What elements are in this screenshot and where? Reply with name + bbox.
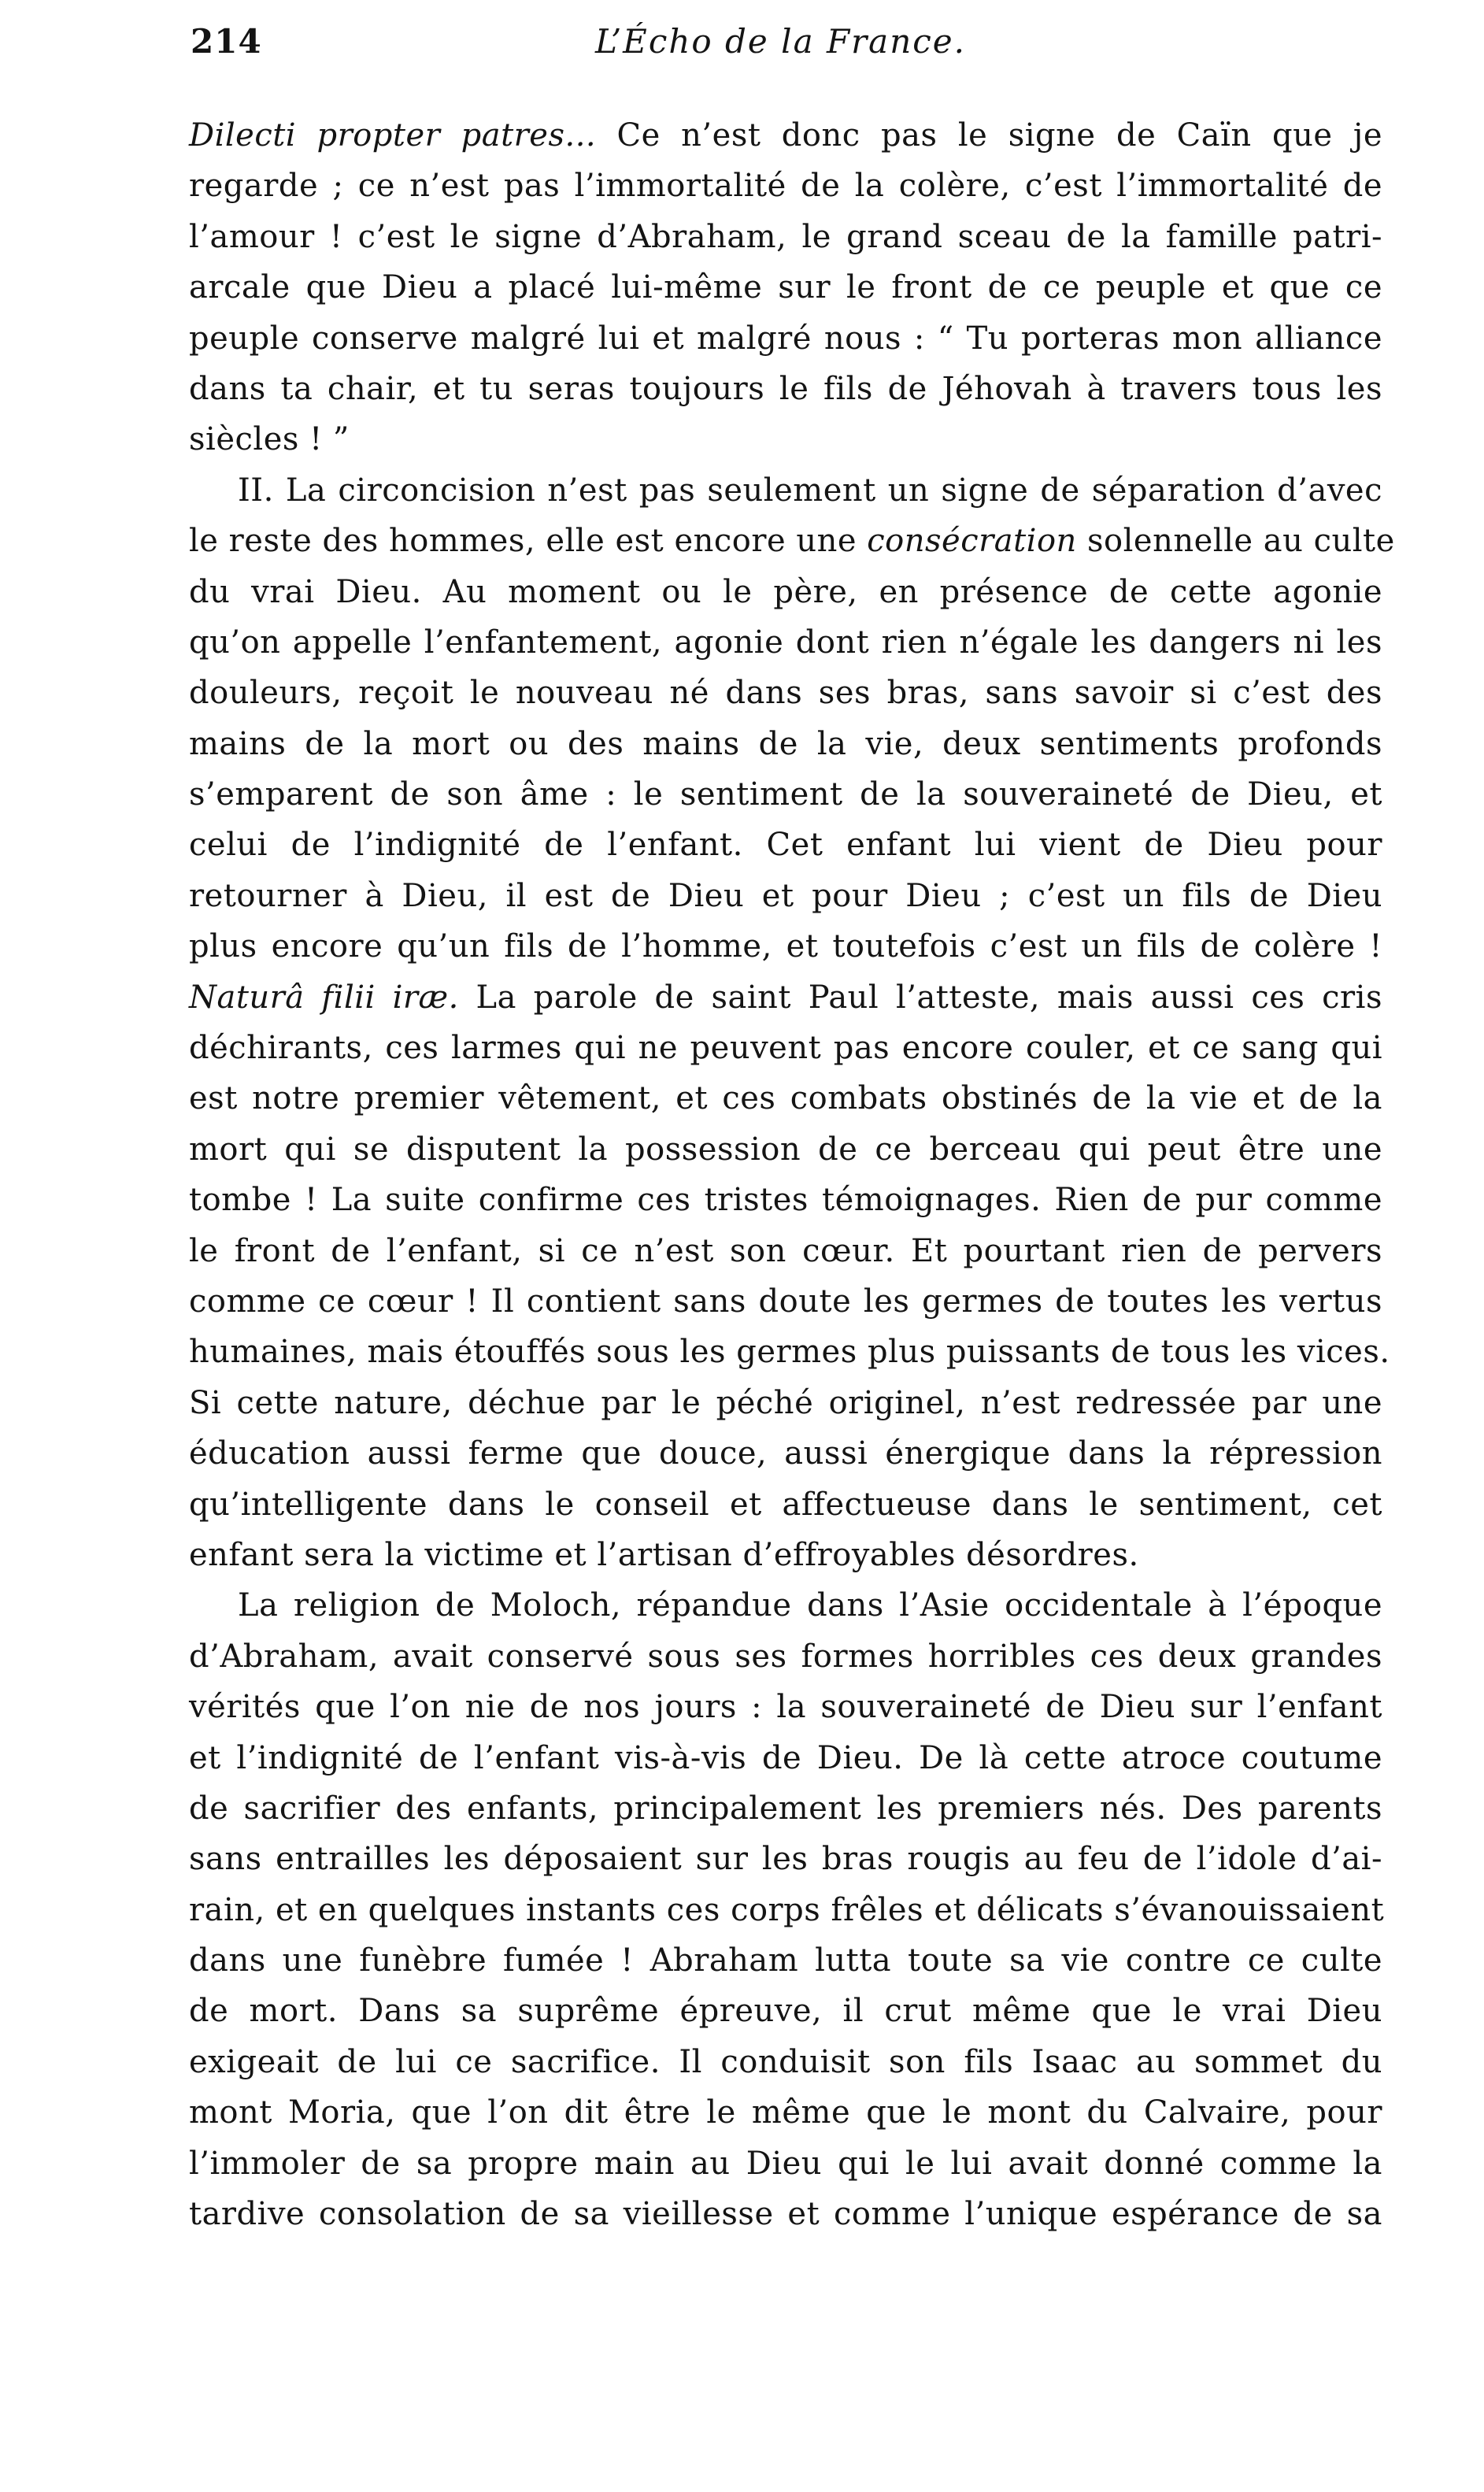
text-line: retourner à Dieu, il est de Dieu et pour Dieu ; c’est un fils de Dieu: [189, 877, 1382, 914]
text-line: sans entrailles les déposaient sur les bras rougis au feu de l’idole d’ai-: [189, 1841, 1382, 1878]
text-line: s’emparent de son âme : le sentiment de la souveraineté de Dieu, et: [189, 776, 1382, 813]
text-line: mont Moria, que l’on dit être le même que le mont du Calvaire, pour: [189, 2094, 1382, 2131]
text-line: du vrai Dieu. Au moment ou le père, en présence de cette agonie: [189, 573, 1382, 610]
text-line: siècles ! ”: [189, 421, 350, 458]
text-line: humaines, mais étouffés sous les germes plus puissants de tous les vices.: [189, 1334, 1390, 1371]
text-line: vérités que l’on nie de nos jours : la souveraineté de Dieu sur l’enfant: [189, 1689, 1382, 1726]
page-number: 214: [191, 22, 262, 61]
text-line: qu’on appelle l’enfantement, agonie dont rien n’égale les dangers ni les: [189, 624, 1382, 661]
text-line: douleurs, reçoit le nouveau né dans ses bras, sans savoir si c’est des: [189, 675, 1382, 712]
text-line: et l’indignité de l’enfant vis-à-vis de Dieu. De là cette atroce coutume: [189, 1739, 1382, 1776]
text-line: comme ce cœur ! Il contient sans doute les germes de toutes les vertus: [189, 1283, 1382, 1320]
text-line: regarde ; ce n’est pas l’immortalité de la colère, c’est l’immortalité de: [189, 168, 1382, 205]
text-line: dans une funèbre fumée ! Abraham lutta toute sa vie contre ce culte: [189, 1942, 1382, 1979]
paragraph-3: [189, 1580, 1385, 2239]
text-line: éducation aussi ferme que douce, aussi énergique dans la répression: [189, 1435, 1382, 1472]
latin-quote: Dilecti propter patres...: [189, 117, 597, 154]
text-line: de sacrifier des enfants, principalement les premiers nés. Des parents: [189, 1790, 1382, 1827]
text-line: le front de l’enfant, si ce n’est son cœur. Et pourtant rien de pervers: [189, 1232, 1382, 1269]
running-head: [186, 22, 1382, 77]
text-line: le reste des hommes, elle est encore une consécration solennelle au culte: [189, 523, 1395, 560]
text-line: enfant sera la victime et l’artisan d’effroyables désordres.: [189, 1536, 1139, 1573]
text-line: Dilecti propter patres... Ce n’est donc pas le signe de Caïn que je: [189, 117, 1382, 154]
text-line: peuple conserve malgré lui et malgré nous : “ Tu porteras mon alliance: [189, 320, 1382, 357]
journal-title: L’Écho de la France.: [595, 22, 966, 61]
text-line: Si cette nature, déchue par le péché originel, n’est redressée par une: [189, 1384, 1382, 1421]
latin-quote: Naturâ filii iræ.: [189, 979, 459, 1016]
text-line: mort qui se disputent la possession de ce berceau qui peut être une: [189, 1131, 1382, 1168]
text-line: tombe ! La suite confirme ces tristes témoignages. Rien de pur comme: [189, 1182, 1382, 1219]
text-line: tardive consolation de sa vieillesse et comme l’unique espérance de sa: [189, 2196, 1382, 2233]
text-line: l’immoler de sa propre main au Dieu qui le lui avait donné comme la: [189, 2145, 1382, 2182]
text-line: dans ta chair, et tu seras toujours le fils de Jéhovah à travers tous les: [189, 370, 1382, 407]
text-line: l’amour ! c’est le signe d’Abraham, le grand sceau de la famille patri-: [189, 218, 1382, 255]
emphasis: consécration: [867, 523, 1077, 560]
text-line: d’Abraham, avait conservé sous ses formes horribles ces deux grandes: [189, 1638, 1382, 1675]
text-line: est notre premier vêtement, et ces combats obstinés de la vie et de la: [189, 1080, 1382, 1117]
text-line: déchirants, ces larmes qui ne peuvent pas encore couler, et ce sang qui: [189, 1030, 1382, 1067]
text-line: La religion de Moloch, répandue dans l’Asie occidentale à l’époque: [238, 1587, 1382, 1624]
paragraph-2: [189, 465, 1395, 1581]
text-line: rain, et en quelques instants ces corps frêles et délicats s’évanouissaient: [189, 1891, 1385, 1928]
text-line: Naturâ filii iræ. La parole de saint Paul l’atteste, mais aussi ces cris: [189, 979, 1382, 1016]
paragraph-1: [189, 110, 1382, 465]
body-text: [189, 110, 1395, 2239]
text-line: II. La circoncision n’est pas seulement un signe de séparation d’avec: [238, 472, 1382, 509]
text-line: plus encore qu’un fils de l’homme, et toutefois c’est un fils de colère !: [189, 928, 1382, 965]
text-line: mains de la mort ou des mains de la vie, deux sentiments profonds: [189, 725, 1382, 762]
text-line: arcale que Dieu a placé lui-même sur le front de ce peuple et que ce: [189, 269, 1382, 306]
text-line: qu’intelligente dans le conseil et affectueuse dans le sentiment, cet: [189, 1486, 1382, 1523]
text-line: de mort. Dans sa suprême épreuve, il crut même que le vrai Dieu: [189, 1993, 1382, 2030]
text-line: exigeait de lui ce sacrifice. Il conduisit son fils Isaac au sommet du: [189, 2043, 1382, 2080]
text-line: celui de l’indignité de l’enfant. Cet enfant lui vient de Dieu pour: [189, 827, 1382, 864]
